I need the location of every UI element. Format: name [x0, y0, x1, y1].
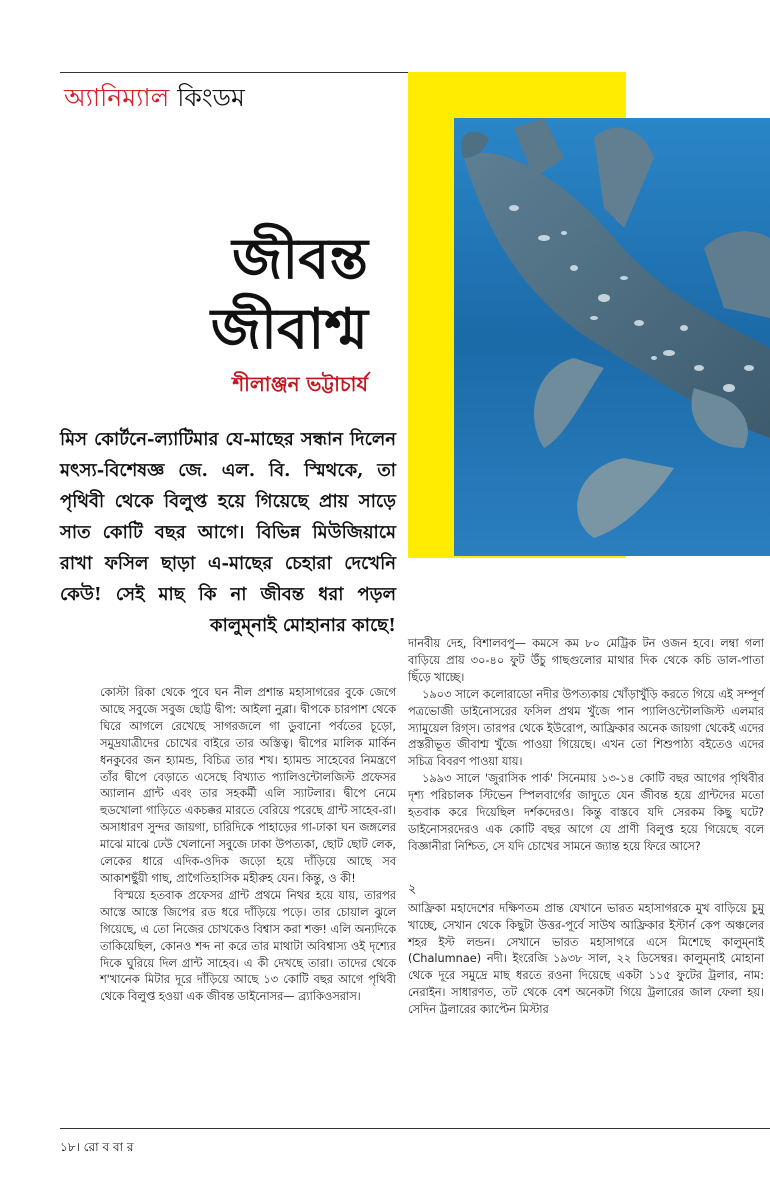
header-rule [60, 72, 410, 73]
title-line-1: জীবন্ত [232, 226, 368, 292]
title-line-2: জীবাশ্ম [210, 296, 368, 362]
paragraph: কোস্টা রিকা থেকে পুবে ঘন নীল প্রশান্ত মহাসাগরের বুকে জেগে আছে সবুজে সবুজ ছোট্ট দ্বীপ: আইলা নুব্লা। দ্বীপকে চারপাশ থেকে ঘিরে আগলে রেখেছে সাগরজলে গা ডুবানো পর্বতের চূড়ো, সমুদ্রযাত্রীদের চোখের বাইরে তার অস্তিত্ব। দ্বীপের মালিক মার্কিন ধনকুবের জন হ্যামন্ড, বিচিত্র তার শখ। হ্যামন্ড সাহেবের নিমন্ত্রণে তাঁর দ্বীপে বেড়াতে এসেছে বিখ্যাত প্যালিওন্টোলজিস্ট প্রফেসর অ্যালান গ্রান্ট এবং তার সহকর্মী এলি স্যাটলার। দ্বীপে নেমে হুডখোলা গাড়িতে একচক্কর মারতে বেরিয়ে পরেছে গ্রান্ট সাহেব-রা। অসাধারণ সুন্দর জায়গা, চারিদিকে পাহাড়ের গা-ঢাকা ঘন জঙ্গলের মাঝে মাঝে ঢেউ খেলানো সবুজে ঢাকা উপত্যকা, ছোট ছোট লেক, লেকের ধারে এদিক-ওদিক জড়ো হয়ে দাঁড়িয়ে আছে সব আকাশছুঁয়ী গাছ, প্রাগৈতিহাসিক মহীরুহ যেন। কিন্তু, ও কী! [100, 686, 396, 885]
section-label-part2: কিংডম [177, 83, 245, 112]
section-number: ২ [408, 881, 417, 897]
body-column-right [408, 636, 764, 1019]
section-label-part1: অ্যানিম্যাল [64, 83, 170, 112]
footer-rule [60, 1128, 770, 1129]
coelacanth-photo [454, 118, 770, 556]
article-title [211, 224, 368, 364]
author-byline: শীলাঞ্জন ভট্টাচার্য [232, 372, 368, 396]
body-column-left [100, 685, 396, 1006]
paragraph: ১৯০৩ সালে কলোরাডো নদীর উপত্যকায় খোঁড়াখুঁড়ি করতে গিয়ে এই সম্পূর্ণ পত্রভোজী ডাইনোসরের ফসিল প্রথম খুঁজে পান প্যালিওন্টোলজিস্ট এলমার স্যামুয়েল রিগ্‌স। তারপর থেকে ইউরোপ, আফ্রিকার অনেক জায়গা থেকেই এদের প্রস্তরীভূত জীবাশ্ম খুঁজে পাওয়া গিয়েছে। এখন তো শিশুপাঠ্য বইতেও এদের সচিত্র বিবরণ পাওয়া যায়। [408, 687, 764, 769]
paragraph: ১৯৯৩ সালে 'জুরাসিক পার্ক' সিনেমায় ১৩-১৪ কোটি বছর আগের পৃথিবীর দৃশ্য পরিচালক স্টিভেন স্পিলবার্গের জাদুতে যেন জীবন্ত হয়ে গ্রান্টদের মতো হতবাক করে দিয়েছিল দর্শকদেরও। কিন্তু বাস্তবে যদি সেরকম কিছু ঘটে? ডাইনোসরদেরও এক কোটি বছর আগে যে প্রাণী বিলুপ্ত হয়ে গিয়েছে বলে বিজ্ঞানীরা নিশ্চিত, সে যদি চোখের সামনে জ্যান্ত হয়ে ফিরে আসে? [408, 772, 764, 853]
paragraph: বিস্ময়ে হতবাক প্রফেসর গ্রান্ট প্রথমে নিথর হয়ে যায়, তারপর আস্তে আস্তে জিপের রড ধরে দাঁড়িয়ে পড়ে। তার চোয়াল ঝুলে গিয়েছে, এ তো নিজের চোখকেও বিশ্বাস করা শক্ত! এলি অন্যদিকে তাকিয়েছিল, কোনও শব্দ না করে তার মাথাটা অবিশ্বাস্য ওই দৃশ্যের দিকে ঘুরিয়ে দিল গ্রান্ট সাহেব। এ কী দেখছে তারা। তাদের থেকে শ'খানেক মিটার দূরে দাঁড়িয়ে আছে ১৩ কোটি বছর আগে পৃথিবী থেকে বিলুপ্ত হওয়া এক জীবন্ত ডাইনোসর— ব্র্যাকিওসরাস। [100, 888, 396, 1004]
intro-standfirst: মিস কোর্টনে-ল্যাটিমার যে-মাছের সন্ধান দিলেন মৎস্য-বিশেষজ্ঞ জে. এল. বি. স্মিথকে, তা পৃথিবী থেকে বিলুপ্ত হয়ে গিয়েছে প্রায় সাড়ে সাত কোটি বছর আগে। বিভিন্ন মিউজিয়ামে রাখা ফসিল ছাড়া এ-মাছের চেহারা দেখেনি কেউ! সেই মাছ কি না জীবন্ত ধরা পড়ল কালুম্‌নাই মোহানার কাছে! [60, 429, 396, 636]
section-label [64, 80, 245, 116]
paragraph: দানবীয় দেহ, বিশালবপু— কমসে কম ৮০ মেট্রিক টন ওজন হবে। লম্বা গলা বাড়িয়ে প্রায় ৩০-৪০ ফুট উঁচু গাছগুলোর মাথার দিক থেকে কচি ডাল-পাতা ছিঁড়ে খাচ্ছে। [408, 637, 764, 684]
paragraph: আফ্রিকা মহাদেশের দক্ষিণতম প্রান্ত যেখানে ভারত মহাসাগরকে মুখ বাড়িয়ে চুমু খাচ্ছে, সেখান থেকে কিছুটা উত্তর-পূর্বে সাউথ আফ্রিকার ইস্টার্ন কেপ অঞ্চলের শহর ইস্ট লন্ডন। সেখানে ভারত মহাসাগরে এসে মিশেছে কালুম্‌নাই (Chalumnae) নদী। ইংরেজি ১৯৩৮ সাল, ২২ ডিসেম্বর। কালুম্‌নাই মোহানা থেকে দূরে সমুদ্রে মাছ ধরতে রওনা দিয়েছে একটা ১১৫ ফুটের ট্রলার, নাম: নেরাইন। সাধারণত, তট থেকে বেশ অনেকটা গিয়ে ট্রলারের জাল ফেলা হয়। সেদিন ট্রলারের ক্যাপ্টেন মিস্টার [408, 901, 764, 1017]
page-folio: ১৮। রো ব বা র [60, 1140, 134, 1154]
